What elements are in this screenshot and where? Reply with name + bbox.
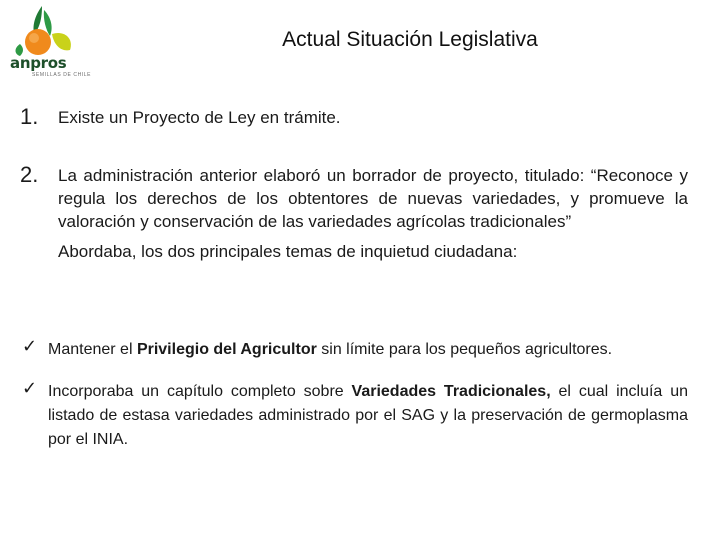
checkmark-icon: ✓ (22, 336, 38, 357)
check-item-2 (22, 380, 688, 452)
checkmark-icon: ✓ (22, 378, 38, 399)
item-followup-text: Abordaba, los dos principales temas de inquietud ciudadana: (58, 242, 518, 261)
logo-tagline: SEMILLAS DE CHILE (32, 72, 92, 78)
numbered-item-1 (20, 106, 688, 129)
page-title: Actual Situación Legislativa (282, 28, 538, 51)
item-number: 1. (20, 104, 39, 129)
seed-leaf-icon (8, 4, 80, 60)
item-text: La administración anterior elaboró un borrador de proyecto, titulado: “Reconoce y regula los derechos de los obtentores de nuevas variedades, y promueve la valoración y conservación de las variedades agrícolas tradicionales” (58, 166, 688, 231)
bold-term: Variedades Tradicionales, (351, 383, 551, 400)
check-item-text: Incorporaba un capítulo completo sobre Variedades Tradicionales, el cual incluía un listado de estasa variedades administrado por el SAG y la preservación de germoplasma por el INIA. (48, 383, 688, 448)
item-number: 2. (20, 162, 39, 187)
item-text: Existe un Proyecto de Ley en trámite. (58, 108, 341, 127)
check-item-1 (22, 338, 688, 362)
logo-wordmark: anpros (10, 54, 67, 72)
bold-term: Privilegio del Agricultor (136, 341, 317, 358)
check-item-text: Mantener el Privilegio del Agricultor sin límite para los pequeños agricultores. (48, 341, 613, 358)
numbered-item-2 (20, 164, 688, 263)
anpros-logo (8, 4, 92, 78)
